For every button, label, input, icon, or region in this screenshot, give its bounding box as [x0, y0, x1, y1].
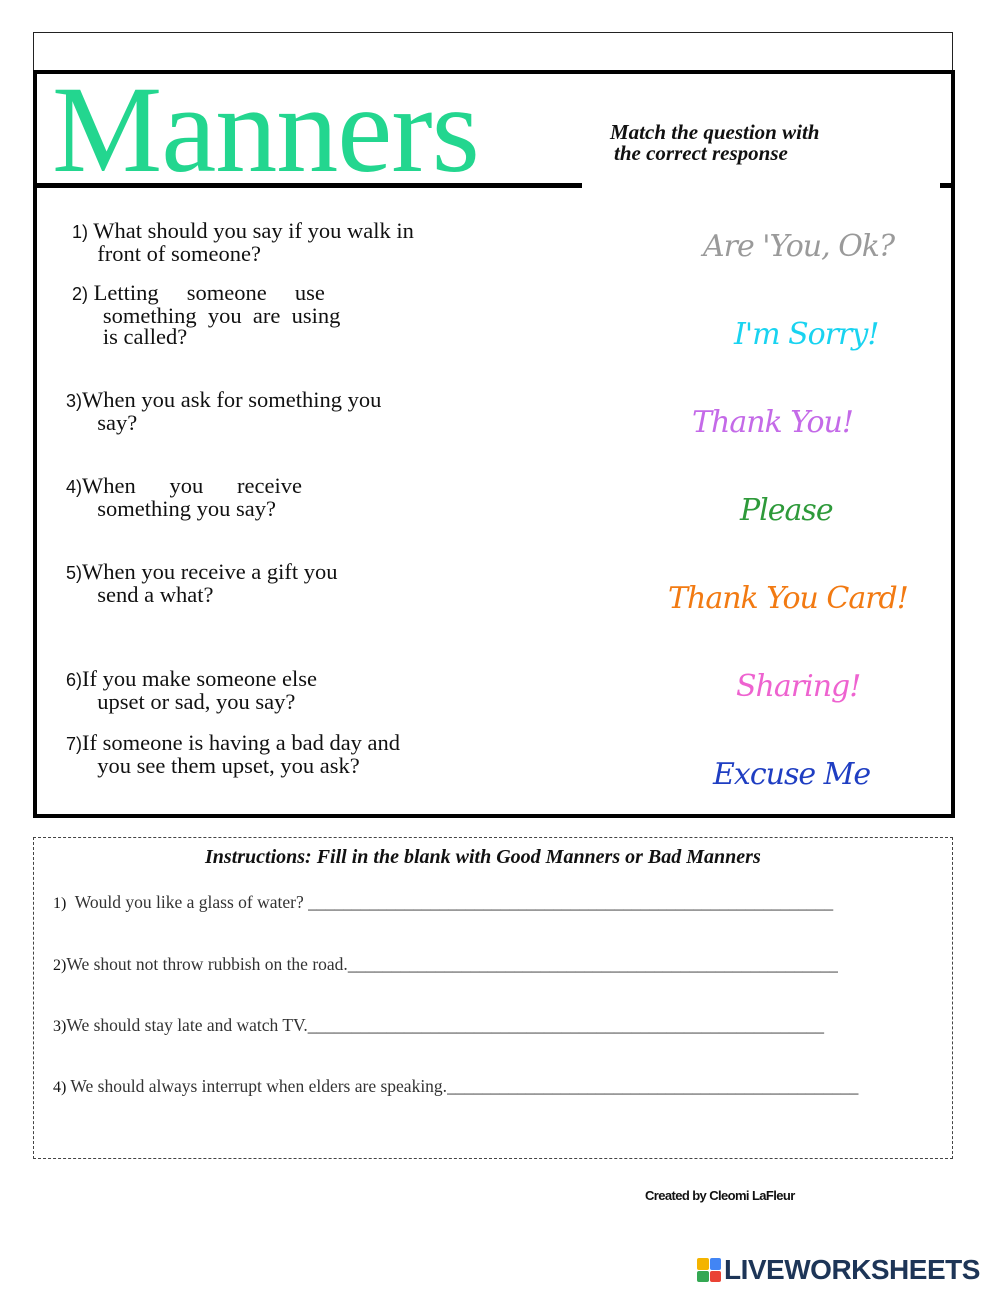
logo-square [697, 1271, 709, 1283]
right-divider-tick [940, 183, 955, 188]
answer-thank-you[interactable]: Thank You! [692, 405, 853, 440]
question-line: something you say? [86, 496, 276, 521]
logo-square [710, 1258, 722, 1270]
answer-im-sorry[interactable]: I'm Sorry! [734, 317, 879, 352]
question-1 [66, 220, 414, 264]
fill-item-blank[interactable]: ____________________________________________________________ [308, 892, 834, 912]
fill-item-number: 3) [53, 1018, 67, 1035]
logo-square [697, 1258, 709, 1270]
question-line: If you make someone else [82, 666, 317, 691]
question-4 [66, 475, 302, 519]
question-5 [66, 561, 338, 605]
page-title: Manners [52, 61, 479, 198]
instruction-line-1: Match the question with [610, 120, 820, 144]
instruction-line-2: the correct response [614, 141, 788, 165]
liveworksheets-logo-text: LIVEWORKSHEETS [724, 1254, 980, 1285]
fill-item-blank[interactable]: ________________________________________________________ [347, 954, 838, 974]
question-number: 7) [66, 734, 83, 754]
fill-item-text: We shout not throw rubbish on the road. [66, 954, 348, 974]
fill-item-blank[interactable]: ___________________________________________________________ [307, 1015, 825, 1035]
fill-item-1 [53, 892, 833, 913]
fill-item-4 [53, 1076, 858, 1097]
fill-blank-section-box [33, 837, 953, 1159]
fill-item-text: We should stay late and watch TV. [66, 1015, 308, 1035]
logo-square [710, 1271, 722, 1283]
question-number: 1) [72, 222, 89, 242]
answer-are-you-ok[interactable]: Are 'You, Ok? [703, 229, 895, 264]
question-line: say? [86, 410, 138, 435]
question-number: 6) [66, 670, 83, 690]
fill-blank-instructions: Instructions: Fill in the blank with Good Manners or Bad Manners [205, 846, 761, 868]
answer-please[interactable]: Please [740, 493, 833, 528]
author-credit: Created by Cleomi LaFleur [645, 1188, 795, 1203]
answer-excuse-me[interactable]: Excuse Me [713, 757, 871, 792]
fill-item-3 [53, 1015, 824, 1036]
fill-item-number: 1) [53, 895, 67, 912]
question-line: If someone is having a bad day and [82, 730, 401, 755]
question-number: 4) [66, 477, 83, 497]
question-line: front of someone? [86, 241, 261, 266]
liveworksheets-logo [697, 1255, 980, 1285]
question-number: 3) [66, 391, 83, 411]
fill-item-number: 2) [53, 957, 67, 974]
question-line: When you receive [82, 473, 302, 498]
matching-instructions [610, 122, 819, 164]
question-line: Letting someone use [88, 280, 325, 305]
fill-item-blank[interactable]: _______________________________________________ [447, 1076, 859, 1096]
question-line: What should you say if you walk in [88, 218, 414, 243]
question-6 [66, 668, 317, 712]
question-line: send a what? [86, 582, 214, 607]
question-number: 5) [66, 563, 83, 583]
answer-thank-you-card[interactable]: Thank You Card! [668, 581, 908, 616]
question-line: When you ask for something you [82, 387, 382, 412]
fill-item-text: Would you like a glass of water? [66, 892, 309, 912]
question-line: something you are using [86, 303, 341, 328]
fill-item-2 [53, 954, 838, 975]
question-2 [66, 282, 340, 347]
liveworksheets-logo-icon [697, 1258, 721, 1282]
question-line: When you receive a gift you [82, 559, 338, 584]
question-line: you see them upset, you ask? [86, 753, 360, 778]
fill-item-text: We should always interrupt when elders are speaking. [66, 1076, 448, 1096]
question-line: is called? [86, 324, 188, 349]
question-3 [66, 389, 381, 433]
answer-sharing[interactable]: Sharing! [736, 669, 861, 704]
question-line: upset or sad, you say? [86, 689, 296, 714]
question-7 [66, 732, 400, 776]
question-number: 2) [72, 284, 89, 304]
fill-item-number: 4) [53, 1079, 67, 1096]
